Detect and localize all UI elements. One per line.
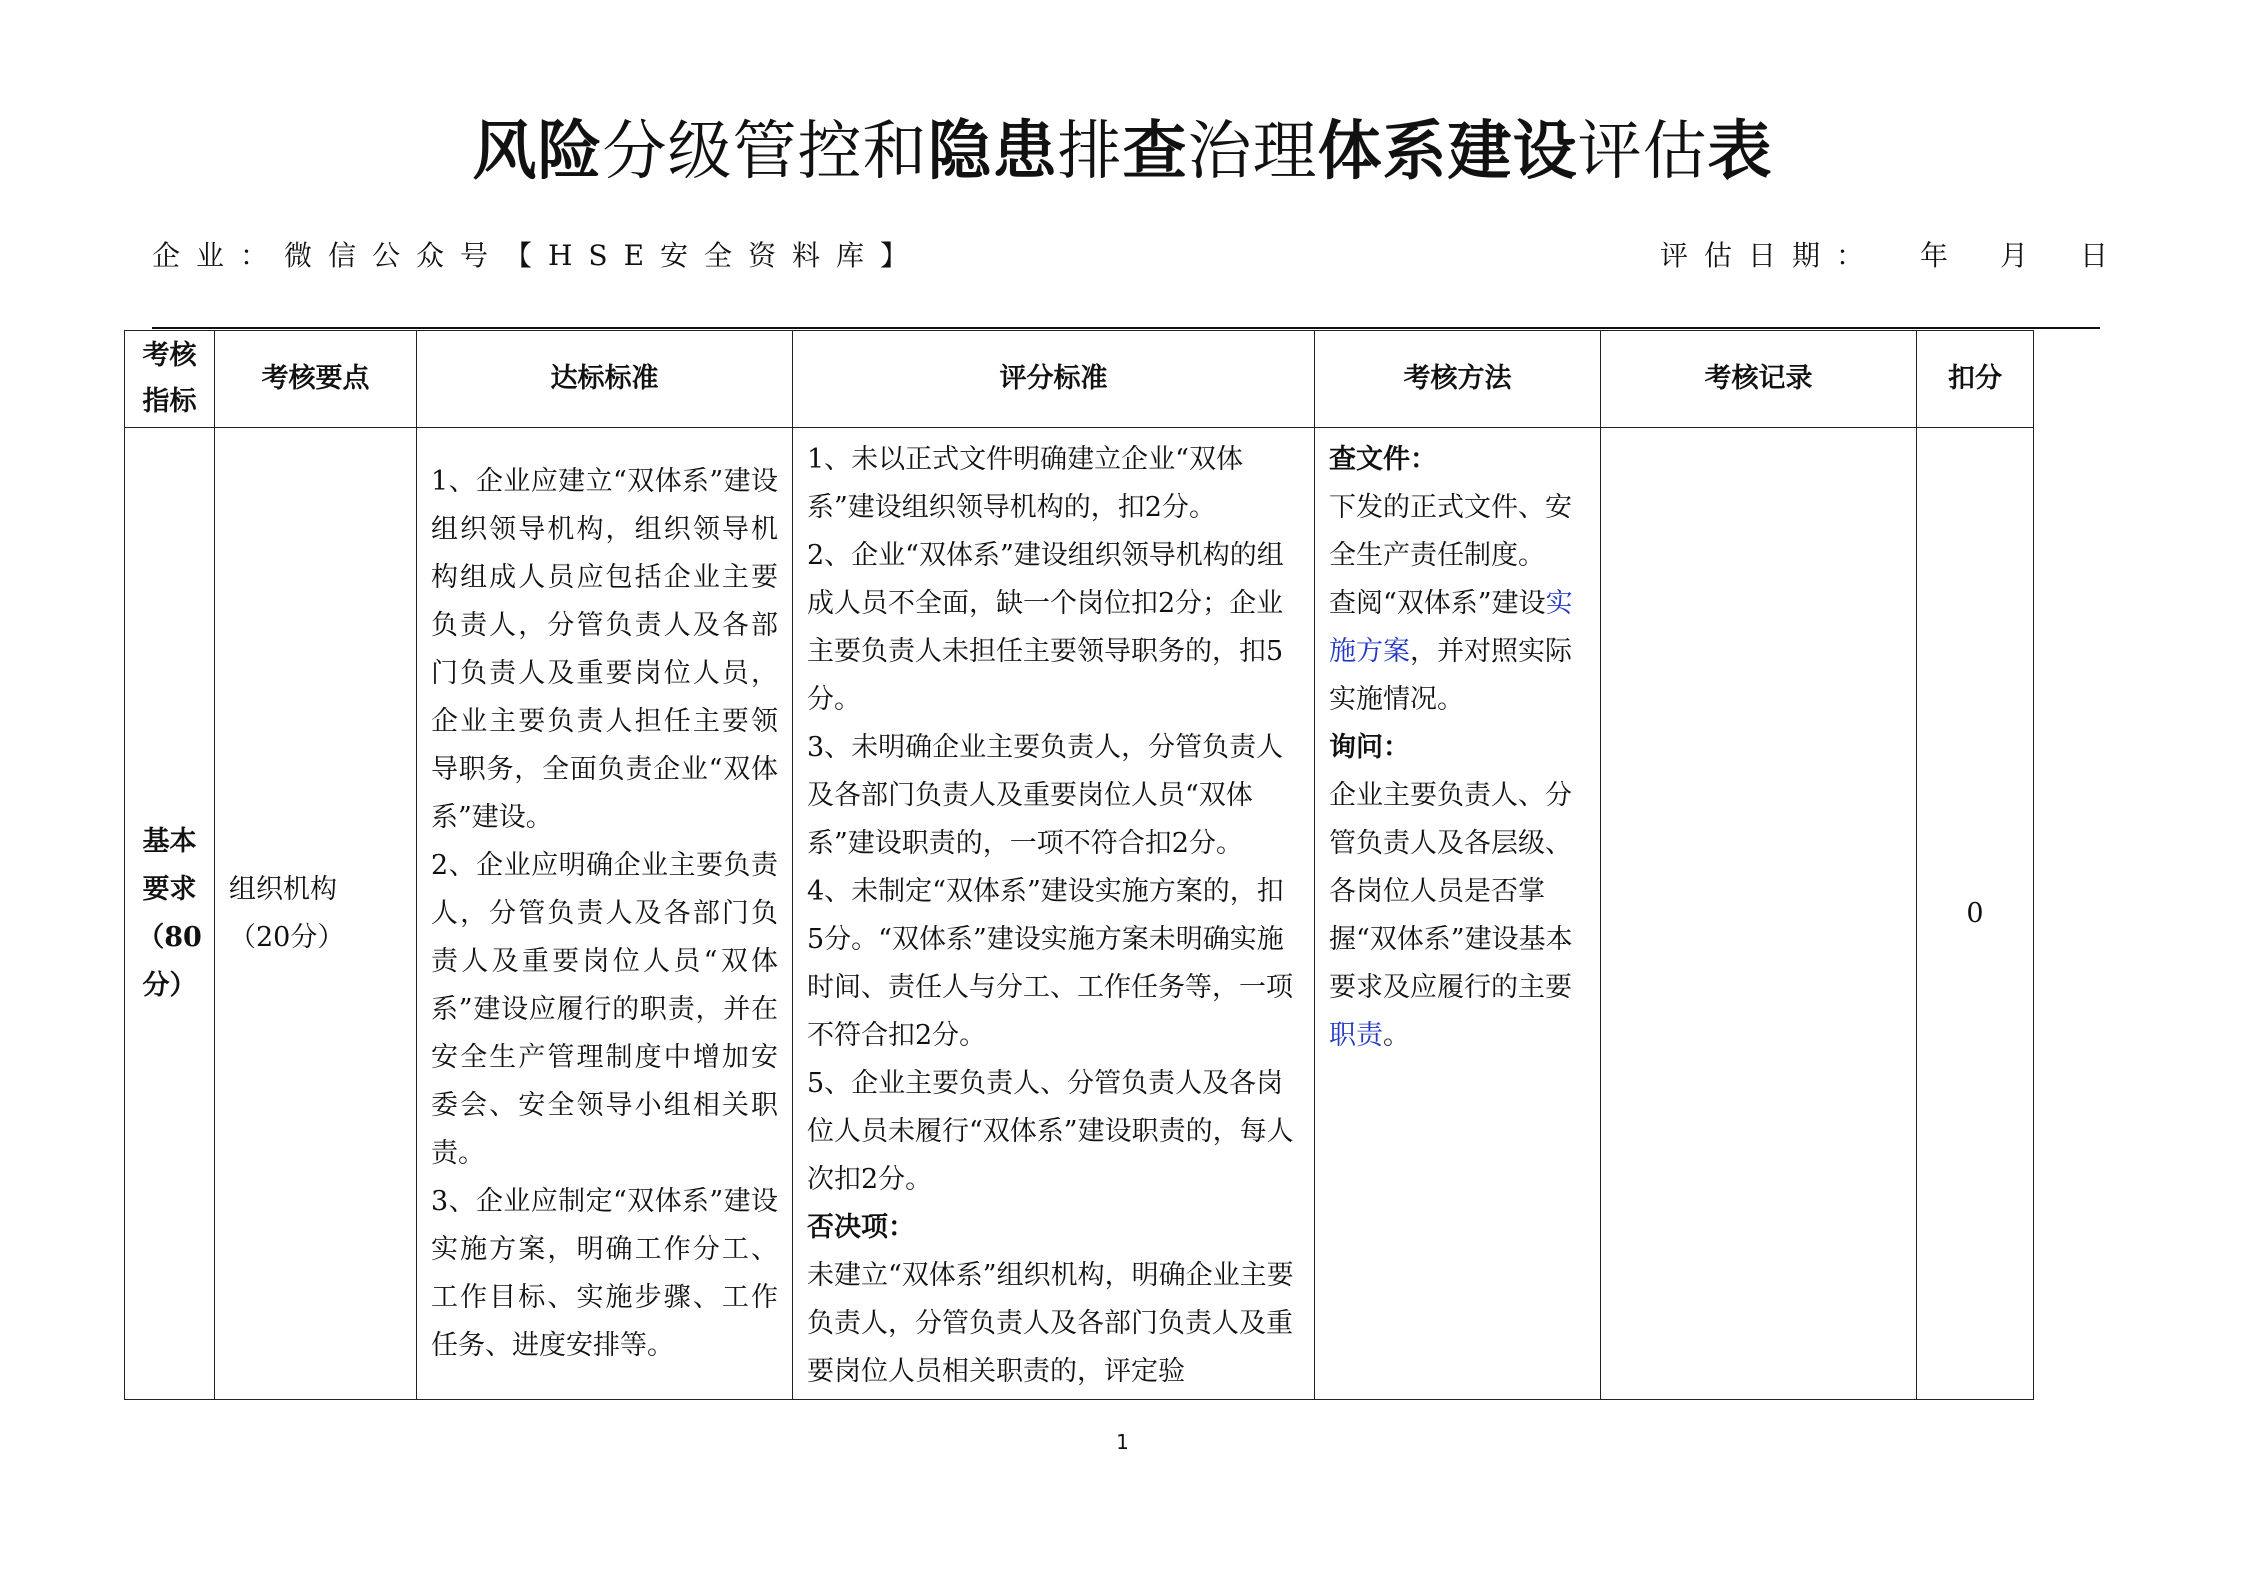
check-plan-text-b: ，并对照实际实施情况。 (1329, 636, 1572, 715)
scoring-content (807, 436, 1300, 1391)
company-label: 企业： (152, 239, 285, 272)
key-point-cell (215, 428, 417, 1400)
standard-item: 3、企业应制定“双体系”建设实施方案，明确工作分工、工作目标、实施步骤、工作任务、进度安排等。 (431, 1185, 778, 1361)
title-segment: 查 (1122, 114, 1188, 189)
assessment-date-line (1660, 236, 2160, 276)
method-cell (1315, 428, 1601, 1400)
scoring-item: 3、未明确企业主要负责人，分管负责人及各部门负责人及重要岗位人员“双体系”建设职责的，一项不符合扣2分。 (807, 732, 1284, 859)
duties-link[interactable]: 职责 (1329, 1020, 1383, 1051)
document-title (0, 112, 2245, 192)
check-documents-label: 查文件： (1329, 444, 1437, 475)
indicator-line: （80 (137, 921, 202, 953)
indicator-line: 要求 (142, 873, 197, 905)
title-segment: 分级管控和 (602, 115, 928, 189)
scoring-item: 4、未制定“双体系”建设实施方案的，扣5分。“双体系”建设实施方案未明确实施时间、责任人与分工、工作任务等，一项不符合扣2分。 (807, 876, 1293, 1051)
table-row (125, 428, 2034, 1400)
indicator-cell (125, 428, 215, 1400)
date-fields (1920, 236, 2160, 276)
company-line (152, 236, 924, 276)
implementation-plan-link[interactable]: 实施方案 (1329, 588, 1573, 667)
title-segment: 治理 (1187, 115, 1318, 189)
inquiry-text (1329, 772, 1586, 1060)
standard-item: 1、企业应建立“双体系”建设组织领导机构，组织领导机构组成人员应包括企业主要负责人，分管负责人及各部门负责人及重要岗位人员，企业主要负责人担任主要领导职务，全面负责企业“双体系”建设。 (431, 465, 778, 833)
check-plan-text (1329, 580, 1586, 724)
veto-text: 未建立“双体系”组织机构，明确企业主要负责人，分管负责人及各部门负责人及重要岗位人员相关职责的，评定验 (807, 1260, 1294, 1387)
title-segment: 表 (1707, 114, 1773, 189)
key-point-score: （20分） (229, 921, 345, 953)
column-header-scoring: 评分标准 (793, 331, 1315, 428)
scoring-item: 2、企业“双体系”建设组织领导机构的组成人员不全面，缺一个岗位扣2分；企业主要负责人未担任主要领导职务的，扣5分。 (807, 540, 1284, 715)
check-plan-text-a: 查阅“双体系”建设 (1329, 588, 1546, 619)
scoring-cell (793, 428, 1315, 1400)
header-rule (152, 327, 2100, 329)
table-header-row (125, 331, 2034, 428)
inquiry-text-a: 企业主要负责人、分管负责人及各层级、各岗位人员是否掌握“双体系”建设基本要求及应履行的主要 (1329, 780, 1573, 1003)
column-header-deduction: 扣分 (1917, 331, 2034, 428)
inquiry-label: 询问： (1329, 732, 1410, 763)
indicator-line: 基本 (142, 825, 197, 857)
column-header-method: 考核方法 (1315, 331, 1601, 428)
key-point-name: 组织机构 (229, 873, 337, 905)
standard-cell (417, 428, 793, 1400)
title-segment: 风险 (472, 114, 603, 189)
column-header-standard: 达标标准 (417, 331, 793, 428)
title-segment: 排 (1057, 115, 1123, 189)
scoring-item: 1、未以正式文件明确建立企业“双体系”建设组织领导机构的，扣2分。 (807, 444, 1243, 523)
page-number: 1 (1116, 1430, 1129, 1454)
veto-label: 否决项： (807, 1212, 915, 1243)
check-documents-text: 下发的正式文件、安全生产责任制度。 (1329, 492, 1572, 571)
company-value: 微信公众号【HSE安全资料库】 (284, 239, 925, 272)
indicator-line: 分） (142, 969, 197, 1001)
day-label: 日 (2080, 239, 2109, 272)
assessment-table (124, 330, 2034, 1400)
standard-item: 2、企业应明确企业主要负责人，分管负责人及各部门负责人及重要岗位人员“双体系”建设应履行的职责，并在安全生产管理制度中增加安委会、安全领导小组相关职责。 (431, 849, 778, 1169)
year-label: 年 (1920, 239, 1949, 272)
title-segment: 体系建设 (1317, 114, 1578, 189)
title-segment: 隐患 (927, 114, 1058, 189)
deduction-cell: 0 (1917, 428, 2034, 1400)
record-cell[interactable] (1601, 428, 1917, 1400)
column-header-key-point: 考核要点 (215, 331, 417, 428)
month-label: 月 (2000, 239, 2029, 272)
date-label: 评估日期： (1660, 239, 1881, 272)
column-header-record: 考核记录 (1601, 331, 1917, 428)
scoring-item: 5、企业主要负责人、分管负责人及各岗位人员未履行“双体系”建设职责的，每人次扣2分。 (807, 1068, 1294, 1195)
inquiry-text-b: 。 (1383, 1020, 1410, 1051)
title-segment: 评估 (1577, 115, 1708, 189)
column-header-indicator: 考核指标 (125, 331, 215, 428)
